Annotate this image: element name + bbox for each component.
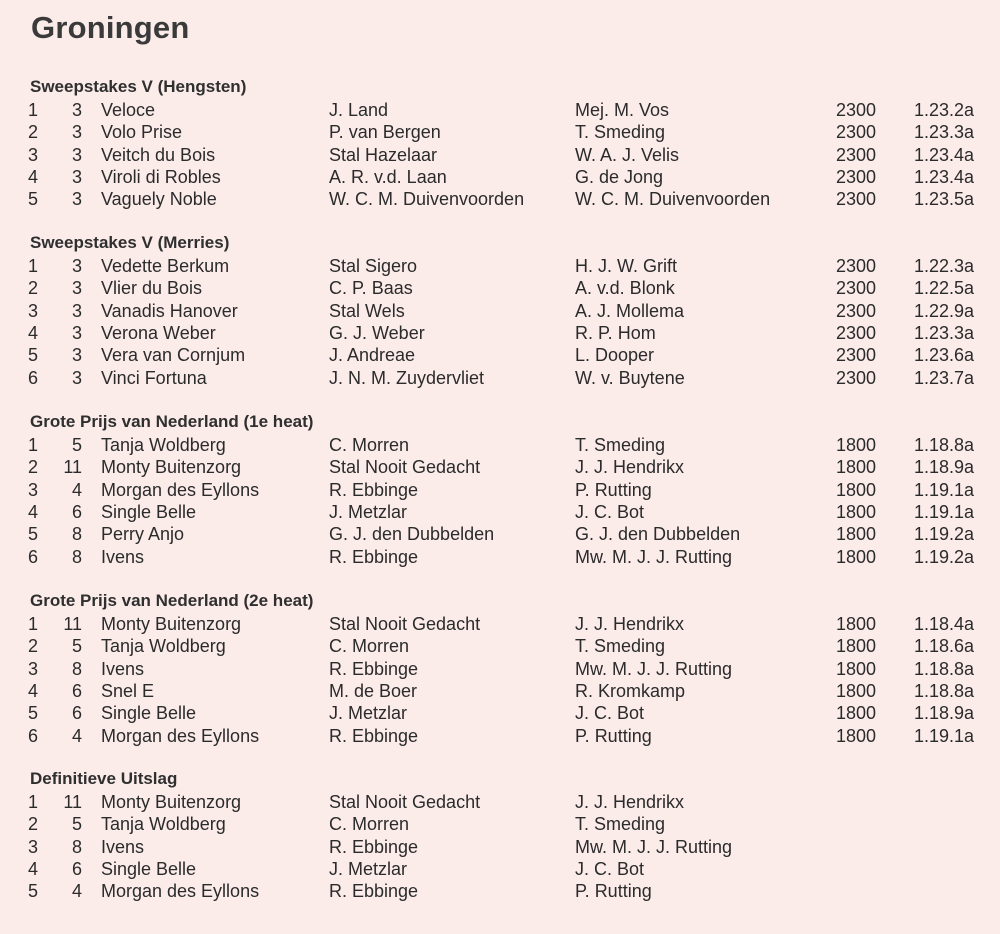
owner-cell: R. Ebbinge [329,881,419,902]
age-cell: 3 [71,100,82,120]
horse-name-cell: Veloce [101,100,156,120]
distance-cell: 2300 [836,278,877,299]
driver-cell: T. Smeding [575,814,666,835]
distance-cell: 1800 [836,501,877,522]
age-cell: 5 [71,636,82,657]
time-cell: 1.18.8a [914,658,975,679]
owner-cell: J. N. M. Zuydervliet [329,367,485,388]
owner-cell: Stal Sigero [329,256,418,276]
horse-name-cell: Single Belle [101,703,197,724]
distance-cell: 1800 [836,524,877,545]
time-cell: 1.23.3a [914,122,975,143]
owner-cell: J. Metzlar [329,703,408,724]
position-cell: 3 [28,836,39,857]
horse-name-cell: Single Belle [101,858,197,879]
distance-cell: 1800 [836,680,877,701]
owner-cell: J. Metzlar [329,501,408,522]
result-row [0,501,1000,523]
position-cell: 4 [28,501,39,522]
position-cell: 1 [28,435,39,455]
horse-name-cell: Perry Anjo [101,524,185,545]
position-cell: 4 [28,166,39,187]
result-row [0,322,1000,344]
owner-cell: R. Ebbinge [329,658,419,679]
owner-cell: A. R. v.d. Laan [329,166,447,187]
time-cell: 1.18.9a [914,457,975,478]
age-cell: 3 [71,122,82,143]
horse-name-cell: Vera van Cornjum [101,345,246,366]
page-title: Groningen [31,10,190,45]
result-row [0,434,1000,456]
horse-name-cell: Vinci Fortuna [101,367,207,388]
horse-name-cell: Morgan des Eyllons [101,479,260,500]
horse-name-cell: Morgan des Eyllons [101,725,260,746]
distance-cell: 1800 [836,703,877,724]
distance-cell: 2300 [836,166,877,187]
horse-name-cell: Vanadis Hanover [101,300,238,321]
result-row [0,456,1000,478]
result-row [0,658,1000,680]
horse-name-cell: Vlier du Bois [101,278,203,299]
driver-cell: T. Smeding [575,122,666,143]
age-cell: 11 [63,457,82,478]
section-title: Definitieve Uitslag [30,769,178,788]
owner-cell: Stal Wels [329,300,405,321]
horse-name-cell: Snel E [101,680,155,701]
driver-cell: Mw. M. J. J. Rutting [575,836,733,857]
position-cell: 2 [28,636,39,657]
section-title: Grote Prijs van Nederland (2e heat) [30,591,314,610]
distance-cell: 2300 [836,367,877,388]
owner-cell: C. Morren [329,636,410,657]
distance-cell: 1800 [836,725,877,746]
result-row [0,99,1000,121]
driver-cell: R. Kromkamp [575,680,686,701]
result-row [0,813,1000,835]
position-cell: 5 [28,524,39,545]
distance-cell: 2300 [836,345,877,366]
age-cell: 8 [71,524,82,545]
owner-cell: G. J. den Dubbelden [329,524,495,545]
owner-cell: C. P. Baas [329,278,413,299]
result-row [0,791,1000,813]
position-cell: 6 [28,367,39,388]
position-cell: 2 [28,278,39,299]
time-cell: 1.23.7a [914,367,975,388]
position-cell: 5 [28,881,39,902]
owner-cell: R. Ebbinge [329,479,419,500]
owner-cell: W. C. M. Duivenvoorden [329,189,525,210]
age-cell: 6 [71,501,82,522]
horse-name-cell: Tanja Woldberg [101,435,226,455]
owner-cell: M. de Boer [329,680,418,701]
position-cell: 3 [28,144,39,165]
position-cell: 4 [28,858,39,879]
time-cell: 1.18.9a [914,703,975,724]
position-cell: 4 [28,680,39,701]
result-row [0,277,1000,299]
owner-cell: R. Ebbinge [329,546,419,567]
driver-cell: Mej. M. Vos [575,100,670,120]
result-row [0,523,1000,545]
result-row [0,880,1000,902]
result-row [0,635,1000,657]
age-cell: 3 [71,367,82,388]
age-cell: 4 [71,725,82,746]
horse-name-cell: Viroli di Robles [101,166,221,187]
distance-cell: 2300 [836,189,877,210]
owner-cell: C. Morren [329,814,410,835]
horse-name-cell: Volo Prise [101,122,183,143]
owner-cell: C. Morren [329,435,410,455]
position-cell: 6 [28,725,39,746]
horse-name-cell: Verona Weber [101,322,216,343]
owner-cell: G. J. Weber [329,322,425,343]
position-cell: 6 [28,546,39,567]
time-cell: 1.23.4a [914,166,975,187]
age-cell: 4 [71,479,82,500]
distance-cell: 2300 [836,256,877,276]
horse-name-cell: Vaguely Noble [101,189,217,210]
horse-name-cell: Tanja Woldberg [101,636,226,657]
driver-cell: H. J. W. Grift [575,256,677,276]
result-row [0,479,1000,501]
age-cell: 6 [71,858,82,879]
age-cell: 8 [71,546,82,567]
result-row [0,255,1000,277]
owner-cell: Stal Nooit Gedacht [329,457,481,478]
result-row [0,680,1000,702]
section-title: Sweepstakes V (Merries) [30,233,230,252]
owner-cell: J. Andreae [329,345,416,366]
time-cell: 1.23.2a [914,100,975,120]
owner-cell: J. Metzlar [329,858,408,879]
time-cell: 1.23.3a [914,322,975,343]
position-cell: 3 [28,300,39,321]
driver-cell: P. Rutting [575,479,652,500]
time-cell: 1.19.1a [914,501,975,522]
driver-cell: G. de Jong [575,166,664,187]
result-row [0,613,1000,635]
time-cell: 1.22.3a [914,256,975,276]
position-cell: 2 [28,814,39,835]
result-row [0,344,1000,366]
age-cell: 11 [63,614,82,634]
horse-name-cell: Single Belle [101,501,197,522]
result-row [0,300,1000,322]
distance-cell: 1800 [836,658,877,679]
time-cell: 1.23.5a [914,189,975,210]
owner-cell: Stal Nooit Gedacht [329,792,481,812]
horse-name-cell: Ivens [101,658,145,679]
age-cell: 3 [71,144,82,165]
owner-cell: P. van Bergen [329,122,441,143]
position-cell: 5 [28,345,39,366]
driver-cell: P. Rutting [575,881,652,902]
horse-name-cell: Ivens [101,546,145,567]
driver-cell: T. Smeding [575,435,666,455]
time-cell: 1.19.2a [914,524,975,545]
result-row [0,144,1000,166]
position-cell: 1 [28,256,39,276]
age-cell: 4 [71,881,82,902]
driver-cell: W. A. J. Velis [575,144,680,165]
time-cell: 1.18.8a [914,680,975,701]
position-cell: 5 [28,189,39,210]
driver-cell: Mw. M. J. J. Rutting [575,658,733,679]
horse-name-cell: Vedette Berkum [101,256,230,276]
driver-cell: W. v. Buytene [575,367,685,388]
driver-cell: W. C. M. Duivenvoorden [575,189,771,210]
driver-cell: J. C. Bot [575,703,645,724]
section-title: Grote Prijs van Nederland (1e heat) [30,412,314,431]
age-cell: 8 [71,836,82,857]
driver-cell: J. J. Hendrikx [575,792,685,812]
driver-cell: J. C. Bot [575,858,645,879]
age-cell: 5 [71,814,82,835]
driver-cell: G. J. den Dubbelden [575,524,741,545]
time-cell: 1.23.6a [914,345,975,366]
driver-cell: T. Smeding [575,636,666,657]
time-cell: 1.19.2a [914,546,975,567]
distance-cell: 1800 [836,614,877,634]
age-cell: 3 [71,322,82,343]
driver-cell: J. J. Hendrikx [575,457,685,478]
result-row [0,702,1000,724]
age-cell: 3 [71,300,82,321]
position-cell: 1 [28,792,39,812]
distance-cell: 1800 [836,636,877,657]
position-cell: 2 [28,457,39,478]
result-row [0,546,1000,568]
owner-cell: Stal Hazelaar [329,144,438,165]
driver-cell: P. Rutting [575,725,652,746]
owner-cell: R. Ebbinge [329,725,419,746]
horse-name-cell: Morgan des Eyllons [101,881,260,902]
result-row [0,858,1000,880]
position-cell: 4 [28,322,39,343]
horse-name-cell: Monty Buitenzorg [101,792,242,812]
driver-cell: J. C. Bot [575,501,645,522]
time-cell: 1.19.1a [914,725,975,746]
distance-cell: 1800 [836,457,877,478]
driver-cell: Mw. M. J. J. Rutting [575,546,733,567]
time-cell: 1.22.9a [914,300,975,321]
driver-cell: A. J. Mollema [575,300,685,321]
owner-cell: Stal Nooit Gedacht [329,614,481,634]
driver-cell: L. Dooper [575,345,655,366]
age-cell: 3 [71,345,82,366]
distance-cell: 2300 [836,144,877,165]
distance-cell: 1800 [836,546,877,567]
age-cell: 5 [71,435,82,455]
position-cell: 5 [28,703,39,724]
age-cell: 8 [71,658,82,679]
result-row [0,121,1000,143]
distance-cell: 2300 [836,300,877,321]
owner-cell: R. Ebbinge [329,836,419,857]
driver-cell: R. P. Hom [575,322,656,343]
age-cell: 11 [63,792,82,812]
horse-name-cell: Monty Buitenzorg [101,457,242,478]
distance-cell: 1800 [836,435,877,455]
age-cell: 3 [71,189,82,210]
distance-cell: 2300 [836,100,877,120]
result-row [0,836,1000,858]
age-cell: 6 [71,703,82,724]
age-cell: 3 [71,256,82,276]
distance-cell: 2300 [836,322,877,343]
time-cell: 1.23.4a [914,144,975,165]
result-row [0,725,1000,747]
time-cell: 1.18.6a [914,636,975,657]
result-row [0,188,1000,210]
position-cell: 1 [28,100,39,120]
time-cell: 1.19.1a [914,479,975,500]
time-cell: 1.18.8a [914,435,975,455]
owner-cell: J. Land [329,100,389,120]
driver-cell: J. J. Hendrikx [575,614,685,634]
result-row [0,166,1000,188]
distance-cell: 2300 [836,122,877,143]
horse-name-cell: Tanja Woldberg [101,814,226,835]
section-title: Sweepstakes V (Hengsten) [30,77,247,96]
driver-cell: A. v.d. Blonk [575,278,675,299]
age-cell: 6 [71,680,82,701]
distance-cell: 1800 [836,479,877,500]
age-cell: 3 [71,166,82,187]
time-cell: 1.18.4a [914,614,975,634]
time-cell: 1.22.5a [914,278,975,299]
position-cell: 2 [28,122,39,143]
horse-name-cell: Veitch du Bois [101,144,216,165]
position-cell: 3 [28,479,39,500]
age-cell: 3 [71,278,82,299]
result-row [0,367,1000,389]
position-cell: 3 [28,658,39,679]
position-cell: 1 [28,614,39,634]
horse-name-cell: Ivens [101,836,145,857]
horse-name-cell: Monty Buitenzorg [101,614,242,634]
